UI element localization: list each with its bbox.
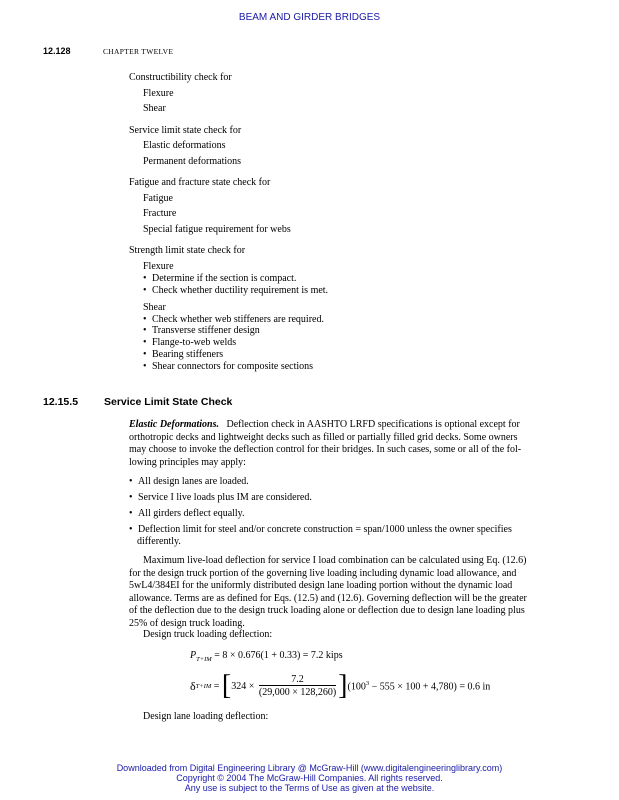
equation-delta-truck [190, 668, 490, 704]
eq-symbol: δ [190, 678, 196, 693]
text-line: orthotropic decks and lightweight decks such as filled or partially filled grid decks. Some owners [129, 431, 518, 443]
text-line: Deflection check in AASHTO LRFD specifications is optional except for [226, 419, 520, 430]
text-line: may choose to invoke the deflection control for their bridges. In such cases, some or all of the fol- [129, 444, 522, 455]
list-item: Flexure [143, 88, 174, 99]
text-line: 5wL4/384EI for the uniformly distributed design lane loading portion without the dynamic load [129, 580, 513, 591]
list-item: Permanent deformations [143, 156, 242, 167]
fatigue-title: Fatigue and fracture state check for [129, 177, 271, 188]
eq-tail-a: (100 [347, 681, 366, 693]
eq-denominator: (29,000 × 128,260) [258, 687, 337, 698]
chapter-title: CHAPTER TWELVE [103, 47, 174, 56]
eq-tail-b: − 555 × 100 + 4,780) = 0.6 in [369, 681, 491, 693]
eq-coefficient: 324 × [231, 680, 257, 692]
shear-label: Shear [143, 302, 166, 313]
text-line: lowing principles may apply: [129, 456, 246, 468]
max-deflection-paragraph [129, 555, 559, 630]
constructibility-title: Constructibility check for [129, 72, 232, 83]
list-item: Fatigue [143, 193, 173, 204]
section-title: Service Limit State Check [104, 396, 233, 408]
list-item: Elastic deformations [143, 140, 226, 151]
principle-continuation: differently. [137, 536, 181, 547]
right-bracket: ] [338, 670, 348, 701]
list-item: • Check whether web stiffeners are required. [143, 314, 324, 326]
equation-p-truck [190, 650, 343, 663]
running-header: BEAM AND GIRDER BRIDGES [238, 12, 381, 23]
list-item: Shear [143, 103, 166, 114]
text-line: allowance. Terms are as defined for Eqs. (12.5) and (12.6). Governing deflection will be the greater [129, 592, 527, 604]
list-item: • Shear connectors for composite sections [143, 361, 313, 373]
list-item: • Transverse stiffener design [143, 325, 260, 337]
footer-terms-line: Any use is subject to the Terms of Use as given at the website. [184, 783, 435, 793]
eq-subscript: T+IM [195, 682, 212, 690]
lane-deflection-label: Design lane loading deflection: [143, 711, 269, 722]
eq-rhs: = 8 × 0.676(1 + 0.33) = 7.2 kips [211, 650, 343, 661]
flexure-label: Flexure [143, 261, 174, 272]
page-number: 12.128 [43, 46, 71, 56]
eq-fraction [259, 674, 336, 698]
list-item: • Bearing stiffeners [143, 349, 223, 361]
strength-title: Strength limit state check for [129, 245, 246, 256]
list-item: • Flange-to-web welds [143, 337, 236, 349]
principle-item: • Deflection limit for steel and/or concrete construction = span/1000 unless the owner specifies [129, 524, 512, 536]
eq-tail [348, 680, 491, 692]
eq-equals: = [211, 680, 222, 692]
list-item: • Check whether ductility requirement is met. [143, 285, 328, 297]
section-number: 12.15.5 [43, 396, 79, 408]
text-line: Maximum live-load deflection for service I load combination can be calculated using Eq. (12.6) [143, 555, 527, 566]
elastic-heading: Elastic Deformations. [129, 419, 220, 430]
left-bracket: [ [221, 670, 232, 701]
footer-download-line: Downloaded from Digital Engineering Library @ McGraw-Hill (www.digitalengineeringlibrary.com) [116, 763, 503, 773]
principle-item: • All design lanes are loaded. [129, 476, 249, 488]
principle-item: • Service I live loads plus IM are considered. [129, 492, 312, 504]
truck-deflection-label: Design truck loading deflection: [143, 629, 273, 640]
eq-subscript: T+IM [196, 656, 212, 663]
list-item: Fracture [143, 208, 177, 219]
principle-item: • All girders deflect equally. [129, 508, 245, 520]
list-item: Special fatigue requirement for webs [143, 224, 291, 235]
eq-numerator: 7.2 [291, 674, 304, 685]
service-title: Service limit state check for [129, 125, 242, 136]
eq-exponent: 3 [365, 679, 370, 687]
eq-symbol: P [190, 650, 197, 661]
footer-copyright-line: Copyright © 2004 The McGraw-Hill Companies. All rights reserved. [176, 773, 443, 783]
text-line: for the design truck portion of the governing live loading including dynamic load allowance, and [129, 567, 517, 579]
text-line: of the deflection due to the design truck loading alone or deflection due to design lane loading plus [129, 605, 525, 616]
elastic-paragraph [129, 419, 559, 469]
list-item: • Determine if the section is compact. [143, 273, 296, 285]
text-line: 25% of design truck loading. [129, 617, 245, 629]
